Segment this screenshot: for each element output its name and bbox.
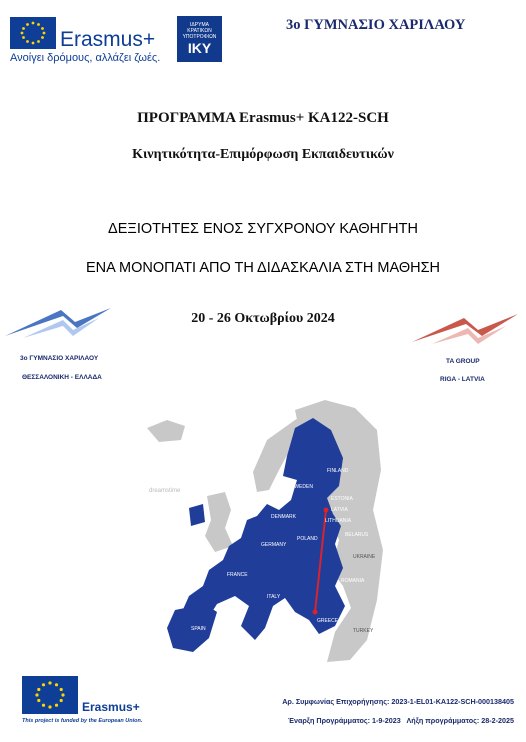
map-label: ITALY: [267, 594, 281, 600]
map-label: GERMANY: [261, 542, 287, 548]
right-partner-name: TA GROUP: [446, 358, 480, 365]
eu-flag-icon: [10, 17, 56, 49]
map-ireland: [189, 504, 205, 526]
map-label: FINLAND: [327, 468, 349, 474]
map-label: LATVIA: [331, 507, 348, 513]
erasmus-wordmark: Erasmus+: [60, 28, 156, 51]
map-label: POLAND: [297, 536, 318, 542]
agreement-number: Αρ. Συμφωνίας Επιχορήγησης: 2023-1-EL01-KA122-SCH-000138405: [282, 697, 514, 706]
map-label: SWEDEN: [291, 484, 313, 490]
iky-small-line: ΙΔΡΥΜΑ: [190, 22, 209, 28]
funded-note: This project is funded by the European Union.: [22, 718, 143, 724]
right-partner-logo-icon: [410, 312, 520, 348]
iky-small-line: ΥΠΟΤΡΟΦΙΩΝ: [182, 34, 217, 40]
iky-small-line: ΚΡΑΤΙΚΩΝ: [187, 28, 212, 34]
map-label: FRANCE: [227, 572, 248, 578]
route-end-thessaloniki: [313, 610, 318, 615]
route-end-riga: [324, 508, 329, 513]
map-label: SPAIN: [191, 626, 206, 632]
map-iceland: [147, 420, 185, 442]
footer-erasmus-wordmark: Erasmus+: [82, 700, 140, 714]
right-partner-place: RIGA - LATVIA: [440, 376, 485, 383]
programme-title: ΠΡΟΓΡΑΜΜΑ Erasmus+ KA122-SCH: [137, 110, 389, 126]
map-label: GREECE: [317, 618, 339, 624]
map-label: TURKEY: [353, 628, 374, 634]
map-uk: [205, 492, 233, 552]
course-title-2: ΕΝΑ ΜΟΝΟΠΑΤΙ ΑΠΟ ΤΗ ΔΙΔΑΣΚΑΛΙΑ ΣΤΗ ΜΑΘΗΣΗ: [85, 260, 441, 276]
map-label: DENMARK: [271, 514, 297, 520]
left-partner-logo-icon: [3, 306, 113, 342]
map-label: LITHUANIA: [325, 518, 352, 524]
left-partner-place: ΘΕΣΣΑΛΟΝΙΚΗ - ΕΛΛΑΔΑ: [22, 374, 102, 381]
map-label: UKRAINE: [353, 554, 376, 560]
programme-subtitle: Κινητικότητα-Επιμόρφωση Εκπαιδευτικών: [132, 147, 394, 162]
iky-logo: [177, 16, 222, 62]
left-partner-name: 3ο ΓΥΜΝΑΣΙΟ ΧΑΡΙΛΑΟΥ: [20, 355, 99, 362]
erasmus-logo: [10, 17, 180, 67]
map-label: ROMANIA: [341, 578, 365, 584]
school-name: 3ο ΓΥΜΝΑΣΙΟ ΧΑΡΙΛΑΟΥ: [286, 17, 466, 33]
map-watermark: dreamstime: [149, 488, 181, 494]
map-label: ESTONIA: [331, 496, 353, 502]
map-label: BELARUS: [345, 532, 369, 538]
course-dates: 20 - 26 Οκτωβρίου 2024: [191, 311, 335, 326]
eu-flag-icon: [22, 676, 78, 714]
erasmus-tagline: Ανοίγει δρόμους, αλλάζει ζωές.: [10, 52, 161, 64]
europe-map: [145, 400, 385, 670]
programme-dates: Έναρξη Προγράμματος: 1-9-2023 Λήξη προγράμματος: 28-2-2025: [287, 716, 514, 725]
course-title-1: ΔΕΞΙΟΤΗΤΕΣ ΕΝΟΣ ΣΥΓΧΡΟΝΟΥ ΚΑΘΗΓΗΤΗ: [108, 221, 418, 237]
iky-big: IKY: [187, 40, 212, 56]
footer-erasmus-logo: [22, 676, 172, 726]
